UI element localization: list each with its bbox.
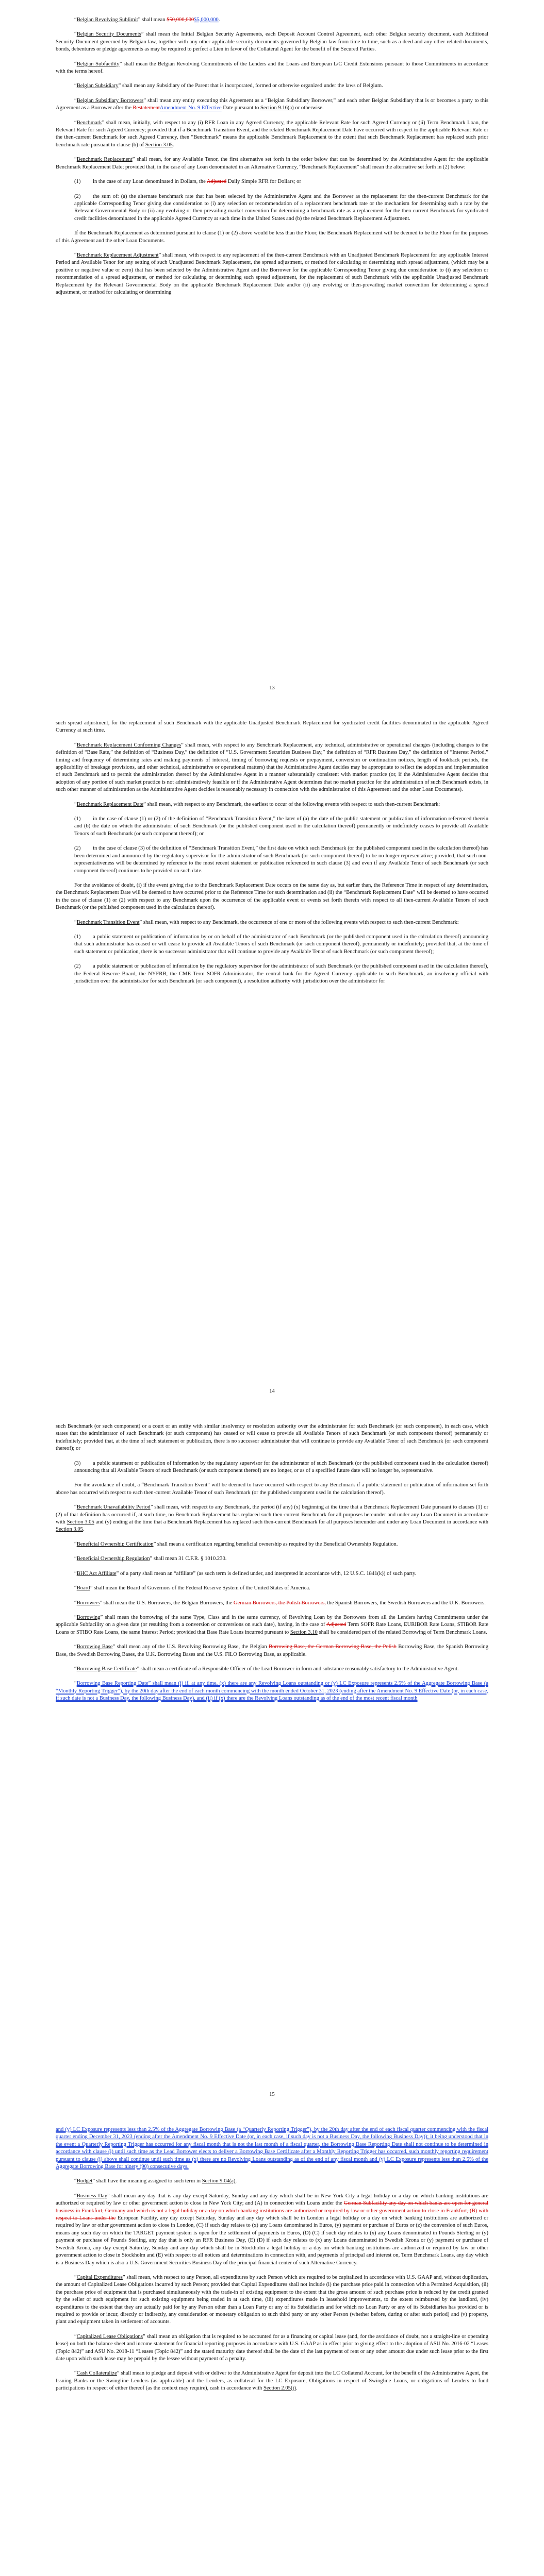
- deleted-text: $50,000,000: [167, 17, 194, 23]
- body-text: ” shall mean, initially, with respect to any (i) RFR Loan in any Agreed Currency, the applicable Relevant Rate for such Agreed Currency or (ii) Term Benchmark Loan, the Relevant Rate for such Agreed Currency; provided that if a Benchmark Transition Event, and the related Benchmark Replacement Date have occurred with respect to the applicable Relevant Rate or the then-current Benchmark for such Agreed Currency, then “Benchmark” means the applicable Benchmark Replacement to the extent that such Benchmark Replacement has replaced such prior benchmark rate pursuant to clause (b) of: [56, 120, 488, 148]
- definition-subclause: [56, 963, 488, 985]
- body-text: ” shall mean, with respect to any Person, all expenditures by such Person which are required to be capitalized in accordance with U.S. GAAP and, without duplication, the amount of Capitalized Lease Obligations incurred by such Person; provided that Capital Expenditures shall not include (i) the purchase price paid in connection with a Permitted Acquisition, (ii) the purchase price of equipment that is purchased simultaneously with the trade-in of existing equipment to the extent that the gross amount of such purchase price is reduced by the credit granted by the seller of such equipment for such existing equipment being traded in at such time, (iii) expenditures made in leasehold improvements, to the extent reimbursed by the landlord, (iv) expenditures to the extent that they are actually paid for by any Person other than a Loan Party or any of its Subsidiaries and for which no Loan Party or any of its Subsidiaries has provided or is required to provide or incur, directly or indirectly, any consideration or monetary obligation to such third party or any other Person (whether before, during or after such period) and (v) property, plant and equipment taken in settlement of accounts.: [56, 2274, 488, 2325]
- body-text: ” shall mean an obligation that is required to be accounted for as a financing or capital lease (and, for the avoidance of doubt, not a straight-line or operating lease) on both the balance sheet and income statement for financial reporting purposes in accordance with U.S. GAAP as in effect prior to giving effect to the adoption of ASU No. 2016-02 “Leases (Topic 842)” and ASU No. 2018-11 “Leases (Topic 842)” and the stated maturity date thereof shall be the date of the last payment of rent or any other amount due under such lease prior to the first date upon which such lease may be prepaid by the lessee without payment of a penalty.: [56, 2333, 488, 2362]
- body-text: ” shall mean the Initial Belgian Security Agreements, each Deposit Account Control Agreement, each other Belgian security document, each Additional Security Document governed by Belgian law, together with any other applicable security documents governed by Belgian law from time to time, such as a deed and any other related documents, bonds, debentures or pledge agreements as may be required to perfect a Lien in favor of the Collateral Agent for the benefit of the Secured Parties.: [56, 31, 488, 53]
- body-text: ” shall mean the Board of Governors of the Federal Reserve System of the United States of America.: [90, 1585, 310, 1591]
- deleted-text: Adjusted: [206, 179, 227, 185]
- body-text: ” shall mean, with respect to any replacement of the then-current Benchmark with an Unadjusted Benchmark Replacement for any applicable Interest Period and Available Tenor for any setting of such Unadjusted Benchmark Replacement, the spread adjustment, or method for calculating or determining such spread adjustment, (which may be a positive or negative value or zero) that has been selected by the Administrative Agent and the Borrower for the applicable Corresponding Tenor giving due consideration to (i) any selection or recommendation of a spread adjustment, or method for calculating or determining such spread adjustment, for the replacement of such Benchmark with the applicable Unadjusted Benchmark Replacement by the Relevant Governmental Body on the applicable Benchmark Replacement Date and/or (ii) any evolving or then-prevailing market convention for determining a spread adjustment, or method for calculating or determining: [56, 252, 488, 295]
- defined-term: Benchmark Transition Event: [76, 919, 140, 925]
- body-text: in the case of clause (1) or (2) of the definition of “Benchmark Transition Event,” the later of (a) the date of the public statement or publication of information referenced therein and (b) the date on which the administrator of such Benchmark (or the published component used in the calculation thereof) permanently or indefinitely ceases to provide all Available Tenors of such Benchmark (or such component thereof); or: [74, 816, 488, 837]
- body-text: ” shall mean the borrowing of the same Type, Class and in the same currency, of Revolving Loan by the Borrowers from all the Lenders having Commitments under the applicable Subfacility on a given date (or resulting from a conversion or conversions on such date), having, in the case of: [56, 1614, 488, 1628]
- definition-paragraph: [56, 1504, 488, 1534]
- page-content: [56, 2126, 488, 2400]
- definition-paragraph: [56, 2178, 488, 2185]
- body-text: ” shall mean 31 C.F.R. § 1010.230.: [150, 1556, 227, 1562]
- body-text: “: [74, 2178, 77, 2184]
- body-text: ” shall mean, with respect to any Benchmark, the period (if any) (x) beginning at the time that a Benchmark Replacement Date pursuant to clauses (1) or (2) of that definition has occurred if, at such time, no Benchmark Replacement has replaced such then-current Benchmark for all purposes hereunder and under any Loan Document in accordance with: [56, 1504, 488, 1526]
- body-text: ” shall mean a certification regarding beneficial ownership as required by the Beneficial Ownership Regulation.: [153, 1541, 398, 1547]
- defined-term: Section 9.16(a): [260, 105, 294, 111]
- body-text: “: [74, 83, 77, 89]
- body-text: the Spanish Borrowers, the Swedish Borrowers and the U.K. Borrowers.: [325, 1600, 486, 1606]
- body-text: “: [74, 2193, 77, 2199]
- document-page-14: [0, 703, 544, 1406]
- definition-paragraph: [56, 2126, 488, 2171]
- body-text: For the avoidance of doubt, a “Benchmark Transition Event” will be deemed to have occurred with respect to any Benchmark if a public statement or publication of information set forth above has occurred with respect to each then-current Available Tenor of such Benchmark (or the published component used in the calculation thereof).: [56, 1482, 488, 1496]
- body-text: “: [74, 1504, 77, 1511]
- definition-paragraph: [56, 720, 488, 735]
- body-text: ” shall mean, for any Available Tenor, the first alternative set forth in the order below that can be determined by the Administrative Agent for the applicable Benchmark Replacement Date; provided that, in the case of any Loan denominated in an Alternative Currency, “Benchmark Replacement” shall mean the alternative set forth in (2) below:: [56, 157, 488, 170]
- inserted-text: ” shall mean (i) if, at any time, (x) there are any Revolving Loans outstanding or (y) LC Exposure represents 2.5% of the Aggregate Borrowing Base (a “Monthly Reporting Trigger”), by the 20th day after the end of each month commencing with the month ended October 31, 2023 (ending after the Amendment No. 9 Effective Date (or, in each case, if such date is not a Business Day, the following Business Day), and (ii) if (x) there are the Revolving Loans outstanding as of the end of the most recent fiscal month: [56, 1681, 489, 1702]
- body-text: a public statement or publication of information by the regulatory supervisor for the administrator of such Benchmark (or the published component used in the calculation thereof) announcing that all Available Tenors of such Benchmark (or such component thereof) are no longer, or as of a specified future date will no longer be, representative.: [74, 1460, 488, 1474]
- defined-term: Beneficial Ownership Regulation: [76, 1556, 150, 1562]
- definition-paragraph: [56, 120, 488, 149]
- body-text: “: [74, 2370, 77, 2377]
- defined-term: Capital Expenditures: [76, 2274, 123, 2280]
- body-text: “: [74, 2333, 77, 2340]
- defined-term: Beneficial Ownership Certification: [76, 1541, 154, 1547]
- page-content: [56, 1423, 488, 1710]
- defined-term: Benchmark Replacement Date: [76, 801, 144, 807]
- body-text: “: [74, 1644, 77, 1650]
- definition-subclause: [56, 1460, 488, 1475]
- definition-paragraph: [56, 2274, 488, 2326]
- definition-paragraph: [56, 82, 488, 90]
- defined-term: Borrowing: [76, 1614, 101, 1620]
- definition-paragraph: [56, 2193, 488, 2267]
- body-text: For the avoidance of doubt, (i) if the event giving rise to the Benchmark Replacement Date occurs on the same day as, but earlier than, the Reference Time in respect of any determination, the Benchmark Replacement Date will be deemed to have occurred prior to the Reference Time for such determination and (ii) the “Benchmark Replacement Date” will be deemed to have occurred in the case of clause (1) or (2) with respect to any Benchmark upon the occurrence of the applicable event or events set forth therein with respect to all then-current Available Tenors of such Benchmark (or the published component used in the calculation thereof).: [56, 882, 488, 911]
- body-text: such Benchmark (or such component) or a court or an entity with similar insolvency or resolution authority over the administrator for such Benchmark (or such component), in each case, which states that the administrator of such Benchmark (or such component) has ceased or will cease to provide all Available Tenors of such Benchmark (or such component thereof) permanently or indefinitely; provided that, at the time of such statement or publication, there is no successor administrator that will continue to provide any Available Tenor of such Benchmark (or such component thereof); or: [56, 1423, 488, 1452]
- defined-term: Section 3.05: [56, 1527, 83, 1533]
- clause-number: (1): [74, 816, 81, 822]
- defined-term: Benchmark Replacement: [76, 157, 133, 163]
- definition-paragraph: [56, 16, 488, 24]
- body-text: “: [74, 1570, 77, 1577]
- definition-paragraph: [56, 61, 488, 76]
- inserted-text: Amendment No. 9 Effective: [159, 105, 222, 111]
- document-page-15: [0, 1406, 544, 2110]
- clause-number: (2): [74, 963, 81, 970]
- body-text: “: [74, 120, 77, 126]
- body-text: Daily Simple RFR for Dollars; or: [226, 179, 301, 185]
- body-text: European Facility, any day except Saturday, Sunday and any day which shall be in London a legal holiday or a day on which banking institutions are authorized or required by law or other government action to close in London, (C) if such day relates to (x) any Loans denominated in Euros, (y) payment or purchase of Euros or (z) the conversion of such Euros, means any such day on which the TARGET payment system is open for the settlement of payments in Euros, (D) (C) if such day relates to (x) any Loans denominated in Pounds Sterling or (y) payment or purchase of Pounds Sterling, any day that is only an RFR Business Day, (E) (D) if such day relates to (x) any Loans denominated in Swedish Krona or (y) payment or purchase of Swedish Krona, any day except Saturday, Sunday and any day which shall be in Stockholm a legal holiday or a day on which banking institutions are authorized or required by law or other government action to close in Stockholm and (E) with respect to all notices and determinations in connection with, and payments of principal and interest on, Term Benchmark Loans, any day which is a Business Day which is also a U.S. Government Securities Business Day of the principal financial center of such Alternative Currency.: [56, 2215, 488, 2266]
- defined-term: Business Day: [76, 2193, 107, 2199]
- body-text: “: [74, 1541, 77, 1547]
- page-number: 14: [269, 1388, 275, 1394]
- definition-subclause: [56, 816, 488, 838]
- definition-subclause: [56, 193, 488, 223]
- defined-term: Section 2.05(j): [263, 2385, 296, 2392]
- body-text: ” shall mean: [138, 17, 167, 23]
- body-text: ” of a party shall mean an “affiliate” (as such term is defined under, and interpreted in accordance with, 12 U.S.C. 1841(k)) of such party.: [116, 1570, 417, 1577]
- definition-paragraph: [56, 882, 488, 912]
- definition-paragraph: [56, 1600, 488, 1607]
- defined-term: Section 3.05: [145, 142, 173, 148]
- page-number: 13: [269, 685, 275, 691]
- body-text: ” shall mean, with respect to any Benchmark, the earliest to occur of the following events with respect to such then-current Benchmark:: [143, 801, 440, 807]
- definition-paragraph: [56, 742, 488, 794]
- defined-term: Borrowers: [76, 1600, 100, 1606]
- defined-term: Belgian Subsidiary Borrowers: [76, 97, 144, 104]
- body-text: a public statement or publication of information by or on behalf of the administrator of such Benchmark (or the published component used in the calculation thereof) announcing that such administrator has ceased or will cease to provide all Available Tenors of such Benchmark (or such component thereof), permanently or indefinitely; provided that, at the time of such statement or publication, there is no successor administrator that will continue to provide any Available Tenor of such Benchmark (or such component thereof);: [74, 934, 488, 955]
- body-text: or otherwise.: [293, 105, 324, 111]
- deleted-text: German Subfacility any day on which banks are open for general business in Frankfurt, Germany and which is not a legal holiday or a day on which banking institutions are authorized or required by law or other government action to close in Frankfurt, (B) with respect to Loans under the: [56, 2200, 488, 2222]
- body-text: ” shall mean, with respect to any Benchmark Replacement, any technical, administrative or operational changes (including changes to the definition of “Base Rate,” the definition of “Business Day,” the definition of “U.S. Government Securities Business Day,” the definition of “RFR Business Day,” the definition of “Interest Period,” timing and frequency of determining rates and making payments of interest, timing of borrowing requests or prepayment, conversion or continuation notices, length of lookback periods, the applicability of breakage provisions, and other technical, administrative or operational matters) that the Administrative Agent decides may be appropriate to reflect the adoption and implementation of such Benchmark and to permit the administration thereof by the Administrative Agent in a manner substantially consistent with market practice (or, if the Administrative Agent decides that adoption of any portion of such market practice is not administratively feasible or if the Administrative Agent determines that no market practice for the administration of such Benchmark exists, in such other manner of administration as the Administrative Agent decides is reasonably necessary in connection with the administration of this Agreement and the other Loan Documents).: [56, 742, 488, 793]
- definition-paragraph: [56, 1555, 488, 1563]
- definition-paragraph: [56, 230, 488, 245]
- defined-term: Borrowing Base: [76, 1644, 113, 1650]
- definition-paragraph: [56, 1423, 488, 1453]
- definition-paragraph: [56, 1666, 488, 1673]
- body-text: “: [74, 97, 77, 104]
- body-text: ” shall mean the Belgian Revolving Commitments of the Lenders and the Loans and European L/C Credit Extensions pursuant to those Commitments in accordance with the terms hereof.: [56, 61, 488, 75]
- deleted-text: Restatement: [133, 105, 160, 111]
- body-text: such spread adjustment, for the replacement of such Benchmark with the applicable Unadjusted Benchmark Replacement for syndicated credit facilities denominated in the applicable Agreed Currency at such time.: [56, 720, 488, 734]
- definition-paragraph: [56, 2370, 488, 2392]
- definition-subclause: [56, 178, 488, 185]
- defined-term: Budget: [76, 2178, 93, 2184]
- defined-term: Benchmark Replacement Adjustment: [76, 252, 159, 258]
- defined-term: Belgian Subsidiary: [76, 83, 119, 89]
- definition-paragraph: [56, 1570, 488, 1578]
- defined-term: Benchmark Unavailability Period: [76, 1504, 151, 1511]
- body-text: “: [74, 1666, 77, 1672]
- clause-number: (1): [74, 179, 81, 185]
- definition-paragraph: [56, 1541, 488, 1548]
- body-text: Term SOFR Rate Loans, EURIBOR Rate Loans, STIBOR Rate Loans or STIBO Rate Loans, the same Interest Period; provided that Base Rate Loans incurred pursuant to: [56, 1622, 488, 1635]
- body-text: ” shall mean the U.S. Borrowers, the Belgian Borrowers, the: [100, 1600, 234, 1606]
- body-text: .: [218, 17, 220, 23]
- definition-paragraph: [56, 801, 488, 808]
- body-text: “: [74, 157, 77, 163]
- body-text: a public statement or publication of information by the regulatory supervisor for the administrator of such Benchmark (or the published component used in the calculation thereof), the Federal Reserve Board, the NYFRB, the CME Term SOFR Administrator, the central bank for the Agreed Currency applicable to such Benchmark, an insolvency official with jurisdiction over the administrator for such Benchmark (or such component), a resolution authority with jurisdiction over the administrator for: [74, 963, 488, 984]
- definition-paragraph: [56, 156, 488, 171]
- body-text: ” shall mean to pledge and deposit with or deliver to the Administrative Agent for deposit into the LC Collateral Account, for the benefit of the Administrative Agent, the Issuing Banks or the Swingline Lenders (as applicable) and the Lenders, as collateral for the LC Exposure, Obligations in respect of Swingline Loans, or obligations of Lenders to fund participations in respect of either thereof (as the context may require), cash in accordance with: [56, 2370, 489, 2392]
- body-text: “: [74, 61, 77, 67]
- definition-paragraph: [56, 919, 488, 926]
- body-text: “: [74, 1556, 77, 1562]
- inserted-text: and (y) LC Exposure represents less than 2.5% of the Aggregate Borrowing Base (a “Quarterly Reporting Trigger”), by the 20th day after the end of each fiscal quarter commencing with the fiscal quarter ending December 31, 2023 (ending after the Amendment No. 9 Effective Date (or, in each case, if such day is not a Business Day, the following Business Day)); it being understood that in the event a Quarterly Reporting Trigger has occurred for any fiscal month that is not the last month of a fiscal quarter, the Borrowing Base Reporting Date shall not continue to be determined in accordance with clause (i) until such time as the Lead Borrower elects to deliver a Borrowing Base Certificate after a Monthly Reporting Trigger has occurred, such monthly reporting requirement pursuant to clause (i) above shall continue until such time as (x) there are no Revolving Loans outstanding as of the end of any fiscal month and (y) LC Exposure represents less than 2.5% of the Aggregate Borrowing Base for ninety (90) consecutive days.: [56, 2127, 488, 2170]
- body-text: “: [74, 742, 77, 748]
- body-text: .: [172, 142, 174, 148]
- body-text: “: [74, 919, 77, 925]
- page-content: [56, 16, 488, 303]
- body-text: ” shall mean any of the U.S. Revolving Borrowing Base, the Belgian: [112, 1644, 269, 1650]
- definition-paragraph: [56, 1585, 488, 1592]
- body-text: ” shall mean, with respect to any Benchmark, the occurrence of one or more of the following events with respect to such then-current Benchmark:: [139, 919, 459, 925]
- body-text: .: [83, 1527, 85, 1533]
- clause-number: (2): [74, 193, 81, 199]
- definition-paragraph: [56, 1680, 488, 1702]
- defined-term: Board: [76, 1585, 90, 1591]
- body-text: “: [74, 17, 77, 23]
- document-page-13: [0, 0, 544, 703]
- inserted-text: Borrowing Base Reporting Date: [76, 1681, 149, 1687]
- body-text: Borrowing Base, the Spanish Borrowing Base, the Swedish Borrowing Bases, the U.K. Borrowing Bases and the U.S. FILO Borrowing Base, as applicable.: [56, 1644, 488, 1657]
- deleted-text: Borrowing Base, the German Borrowing Base, the Polish: [268, 1644, 397, 1650]
- defined-term: Capitalized Lease Obligations: [76, 2333, 143, 2340]
- body-text: shall be considered part of the related Borrowing of Term Benchmark Loans.: [317, 1629, 487, 1635]
- defined-term: Borrowing Base Certificate: [76, 1666, 137, 1672]
- body-text: in the case of clause (3) of the definition of “Benchmark Transition Event,” the first date on which such Benchmark (or the published component used in the calculation thereof) has been determined and announced by the regulatory supervisor for the administrator of such Benchmark (or such component thereof) to be no longer representative; provided, that such non-representativeness will be determined by reference to the most recent statement or publication referenced in such clause (3) and even if any Available Tenor of such Benchmark (or such component thereof) continues to be provided on such date.: [74, 845, 488, 874]
- deleted-text: Adjusted: [326, 1622, 347, 1628]
- inserted-text: $5,000,000: [194, 17, 219, 23]
- body-text: .: [295, 2385, 298, 2392]
- definition-paragraph: [56, 1614, 488, 1636]
- body-text: “: [74, 1681, 77, 1687]
- body-text: ” shall have the meaning assigned to such term in: [92, 2178, 202, 2184]
- defined-term: Cash Collateralize: [76, 2370, 117, 2377]
- defined-term: BHC Act Affiliate: [76, 1570, 117, 1577]
- definition-subclause: [56, 934, 488, 956]
- clause-number: (3): [74, 1460, 81, 1466]
- body-text: If the Benchmark Replacement as determined pursuant to clause (1) or (2) above would be less than the Floor, the Benchmark Replacement will be deemed to be the Floor for the purposes of this Agreement and the other Loan Documents.: [56, 230, 488, 244]
- defined-term: Benchmark: [76, 120, 102, 126]
- defined-term: Section 3.05: [67, 1519, 94, 1526]
- definition-paragraph: [56, 252, 488, 296]
- body-text: the sum of: (a) the alternate benchmark rate that has been selected by the Administrative Agent and the Borrower as the replacement for the then-current Benchmark for the applicable Corresponding Tenor giving due consideration to (i) any selection or recommendation of a replacement benchmark rate or the mechanism for determining such a rate by the Relevant Governmental Body or (ii) any evolving or then-prevailing market convention for determining a benchmark rate as a replacement for the then-current Benchmark for syndicated credit facilities denominated in the applicable Agreed Currency at such time in the United States and (b) the related Benchmark Replacement Adjustment.: [74, 193, 488, 222]
- body-text: ” shall mean any day that is any day except Saturday, Sunday and any day which shall be in New York City a legal holiday or a day on which banking institutions are authorized or required by law or other government action to close in New York City; and (A) in connection with Loans under the: [56, 2193, 488, 2207]
- body-text: “: [74, 1600, 77, 1606]
- page-content: [56, 720, 488, 992]
- body-text: ” shall mean any entity executing this Agreement as a “Belgian Subsidiary Borrower,” and each other Belgian Subsidiary that is or becomes a party to this Agreement as a Borrower after the: [56, 97, 488, 111]
- defined-term: Section 3.10: [290, 1629, 318, 1635]
- defined-term: Benchmark Replacement Conforming Changes: [76, 742, 182, 748]
- page-number: 15: [269, 2092, 275, 2097]
- definition-paragraph: [56, 31, 488, 53]
- body-text: .: [235, 2178, 237, 2184]
- clause-number: (2): [74, 845, 81, 852]
- deleted-text: German Borrowers, the Polish Borrowers,: [233, 1600, 326, 1606]
- document-page-16: [0, 2110, 544, 2576]
- definition-paragraph: [56, 1643, 488, 1658]
- body-text: “: [74, 801, 77, 807]
- body-text: Date pursuant to: [221, 105, 260, 111]
- definition-paragraph: [56, 97, 488, 112]
- clause-number: (1): [74, 934, 81, 940]
- body-text: “: [74, 31, 77, 38]
- definition-paragraph: [56, 2333, 488, 2363]
- body-text: “: [74, 2274, 77, 2280]
- defined-term: Belgian Revolving Sublimit: [76, 17, 138, 23]
- defined-term: Section 9.04(a): [202, 2178, 236, 2184]
- definition-paragraph: [56, 1482, 488, 1497]
- definition-subclause: [56, 845, 488, 875]
- defined-term: Belgian Security Documents: [76, 31, 141, 38]
- body-text: “: [74, 252, 77, 258]
- body-text: ” shall mean a certificate of a Responsible Officer of the Lead Borrower in form and substance reasonably satisfactory to the Administrative Agent.: [137, 1666, 459, 1672]
- body-text: “: [74, 1585, 77, 1591]
- body-text: ” shall mean any Subsidiary of the Parent that is incorporated, formed or otherwise organized under the laws of Belgium.: [118, 83, 383, 89]
- body-text: “: [74, 1614, 77, 1620]
- body-text: in the case of any Loan denominated in Dollars, the: [93, 179, 207, 185]
- body-text: and (y) ending at the time that a Benchmark Replacement has replaced such then-current Benchmark for all purposes hereunder and under any Loan Document in accordance with: [94, 1519, 488, 1526]
- defined-term: Belgian Subfacility: [76, 61, 120, 67]
